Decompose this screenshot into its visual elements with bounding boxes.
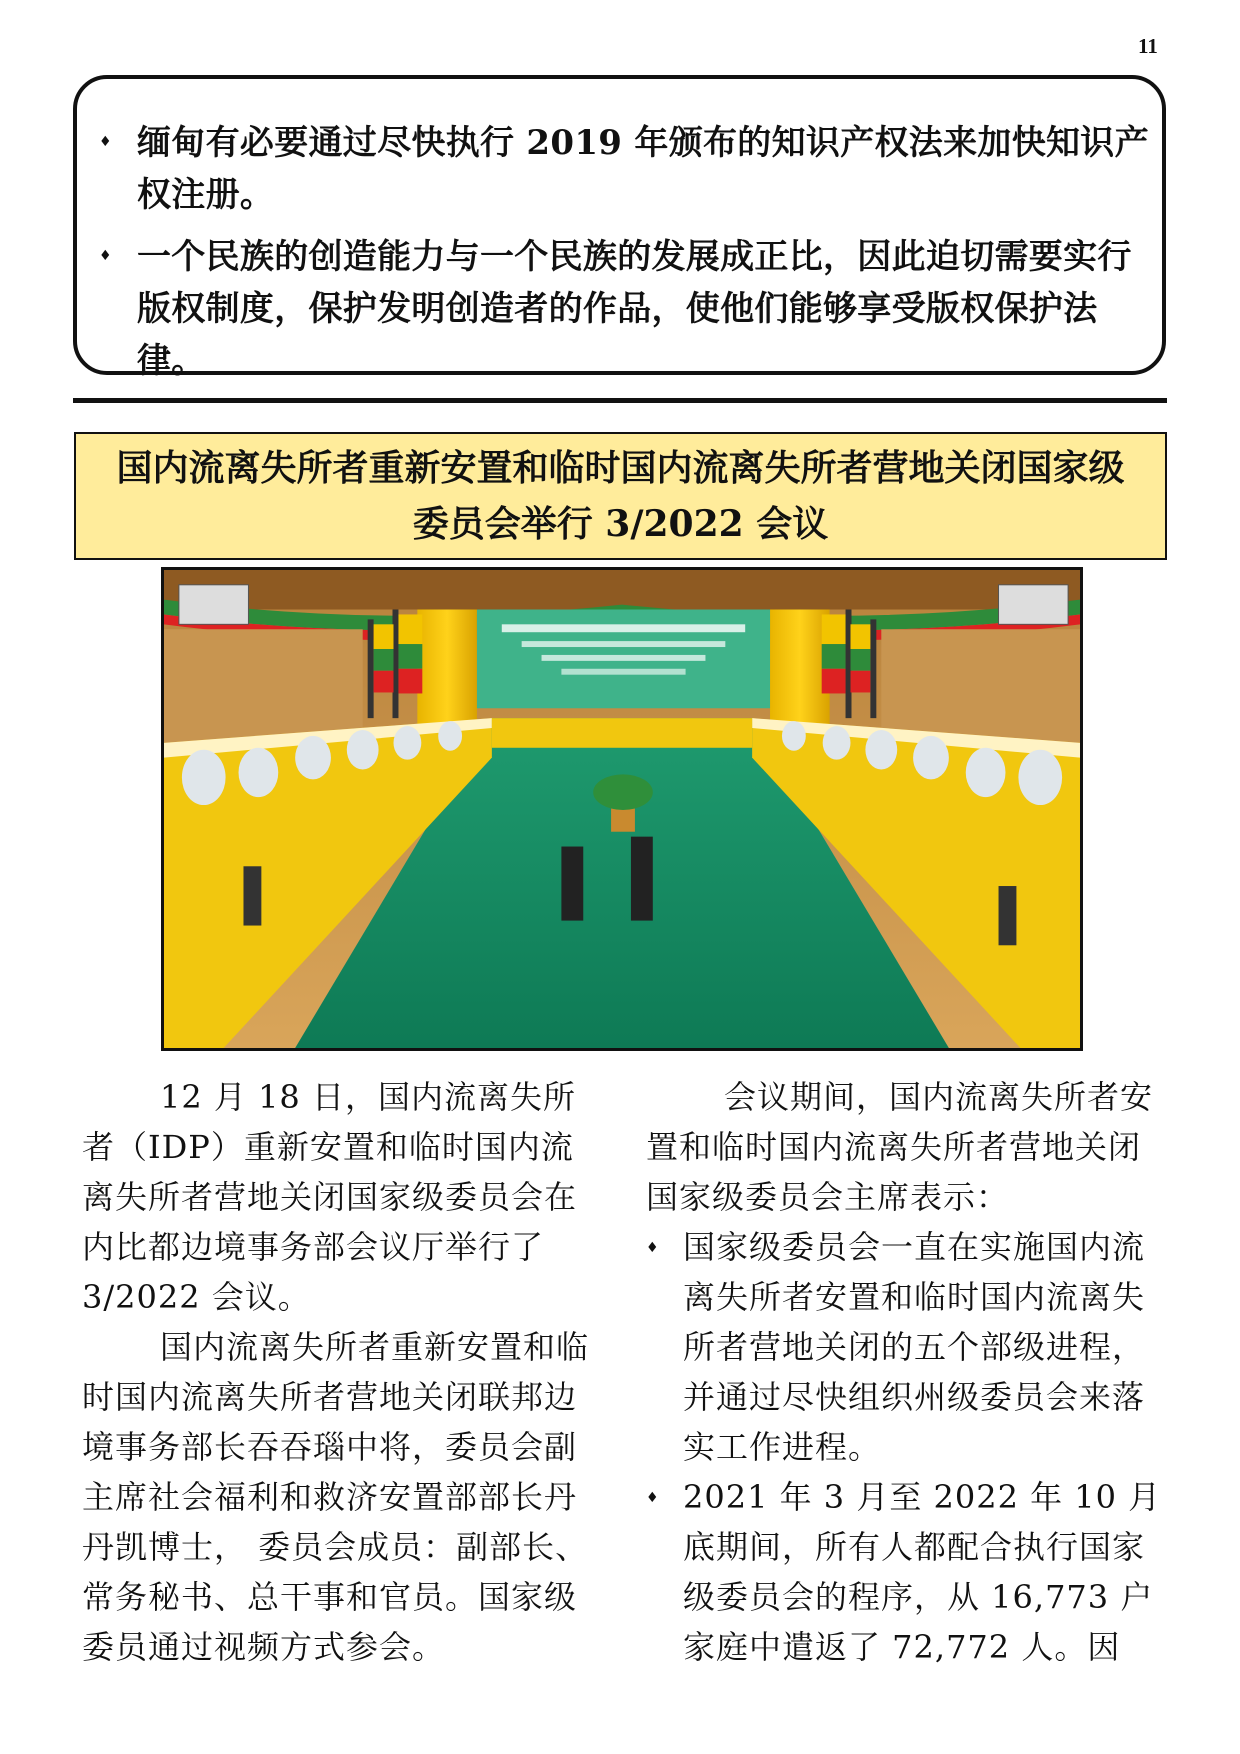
article-paragraph-3: 会议期间，国内流离失所者安置和临时国内流离失所者营地关闭国家级委员会主席表示： xyxy=(646,1078,1154,1216)
bullet-diamond-icon: ♦ xyxy=(646,1490,660,1506)
article-bullet-1 xyxy=(646,1222,1166,1472)
meeting-hall-image xyxy=(164,570,1080,1048)
article-bullet-text: 国家级委员会一直在实施国内流离失所者安置和临时国内流离失所者营地关闭的五个部级进程，并通过尽快组织州级委员会来落实工作进程。 xyxy=(683,1228,1146,1466)
article-headline xyxy=(74,432,1167,560)
section-divider xyxy=(73,398,1167,403)
article-right-column xyxy=(646,1072,1166,1672)
bullet-diamond-icon: ♦ xyxy=(646,1240,660,1256)
article-bullet-2 xyxy=(646,1472,1166,1672)
headline-line-1: 国内流离失所者重新安置和临时国内流离失所者营地关闭国家级 xyxy=(116,447,1125,489)
summary-box xyxy=(73,75,1166,381)
bullet-diamond-icon: ♦ xyxy=(99,134,112,150)
bullet-diamond-icon: ♦ xyxy=(99,248,112,264)
article-left-column xyxy=(82,1072,602,1672)
article-bullet-text: 2021 年 3 月至 2022 年 10 月底期间，所有人都配合执行国家级委员会的程序，从 16,773 户家庭中遣返了 72,772 人。因 xyxy=(683,1478,1162,1666)
summary-bullet-text: 一个民族的创造能力与一个民族的发展成正比，因此迫切需要实行版权制度，保护发明创造者的作品，使他们能够享受版权保护法律。 xyxy=(137,237,1132,381)
headline-line-2: 委员会举行 3/2022 会议 xyxy=(412,503,829,545)
article-paragraph-1: 12 月 18 日，国内流离失所者（IDP）重新安置和临时国内流离失所者营地关闭国家级委员会在内比都边境事务部会议厅举行了 3/2022 会议。 xyxy=(82,1078,578,1316)
summary-bullet-text: 缅甸有必要通过尽快执行 2019 年颁布的知识产权法来加快知识产权注册。 xyxy=(137,123,1149,215)
page-number: 11 xyxy=(1138,34,1158,58)
meeting-photo xyxy=(161,567,1083,1051)
article-paragraph-2: 国内流离失所者重新安置和临时国内流离失所者营地关闭联邦边境事务部长吞吞瑙中将，委员会副主席社会福利和救济安置部部长丹丹凯博士， 委员会成员：副部长、常务秘书、总干事和官员。国家级委员通过视频方式参会。 xyxy=(82,1328,590,1666)
